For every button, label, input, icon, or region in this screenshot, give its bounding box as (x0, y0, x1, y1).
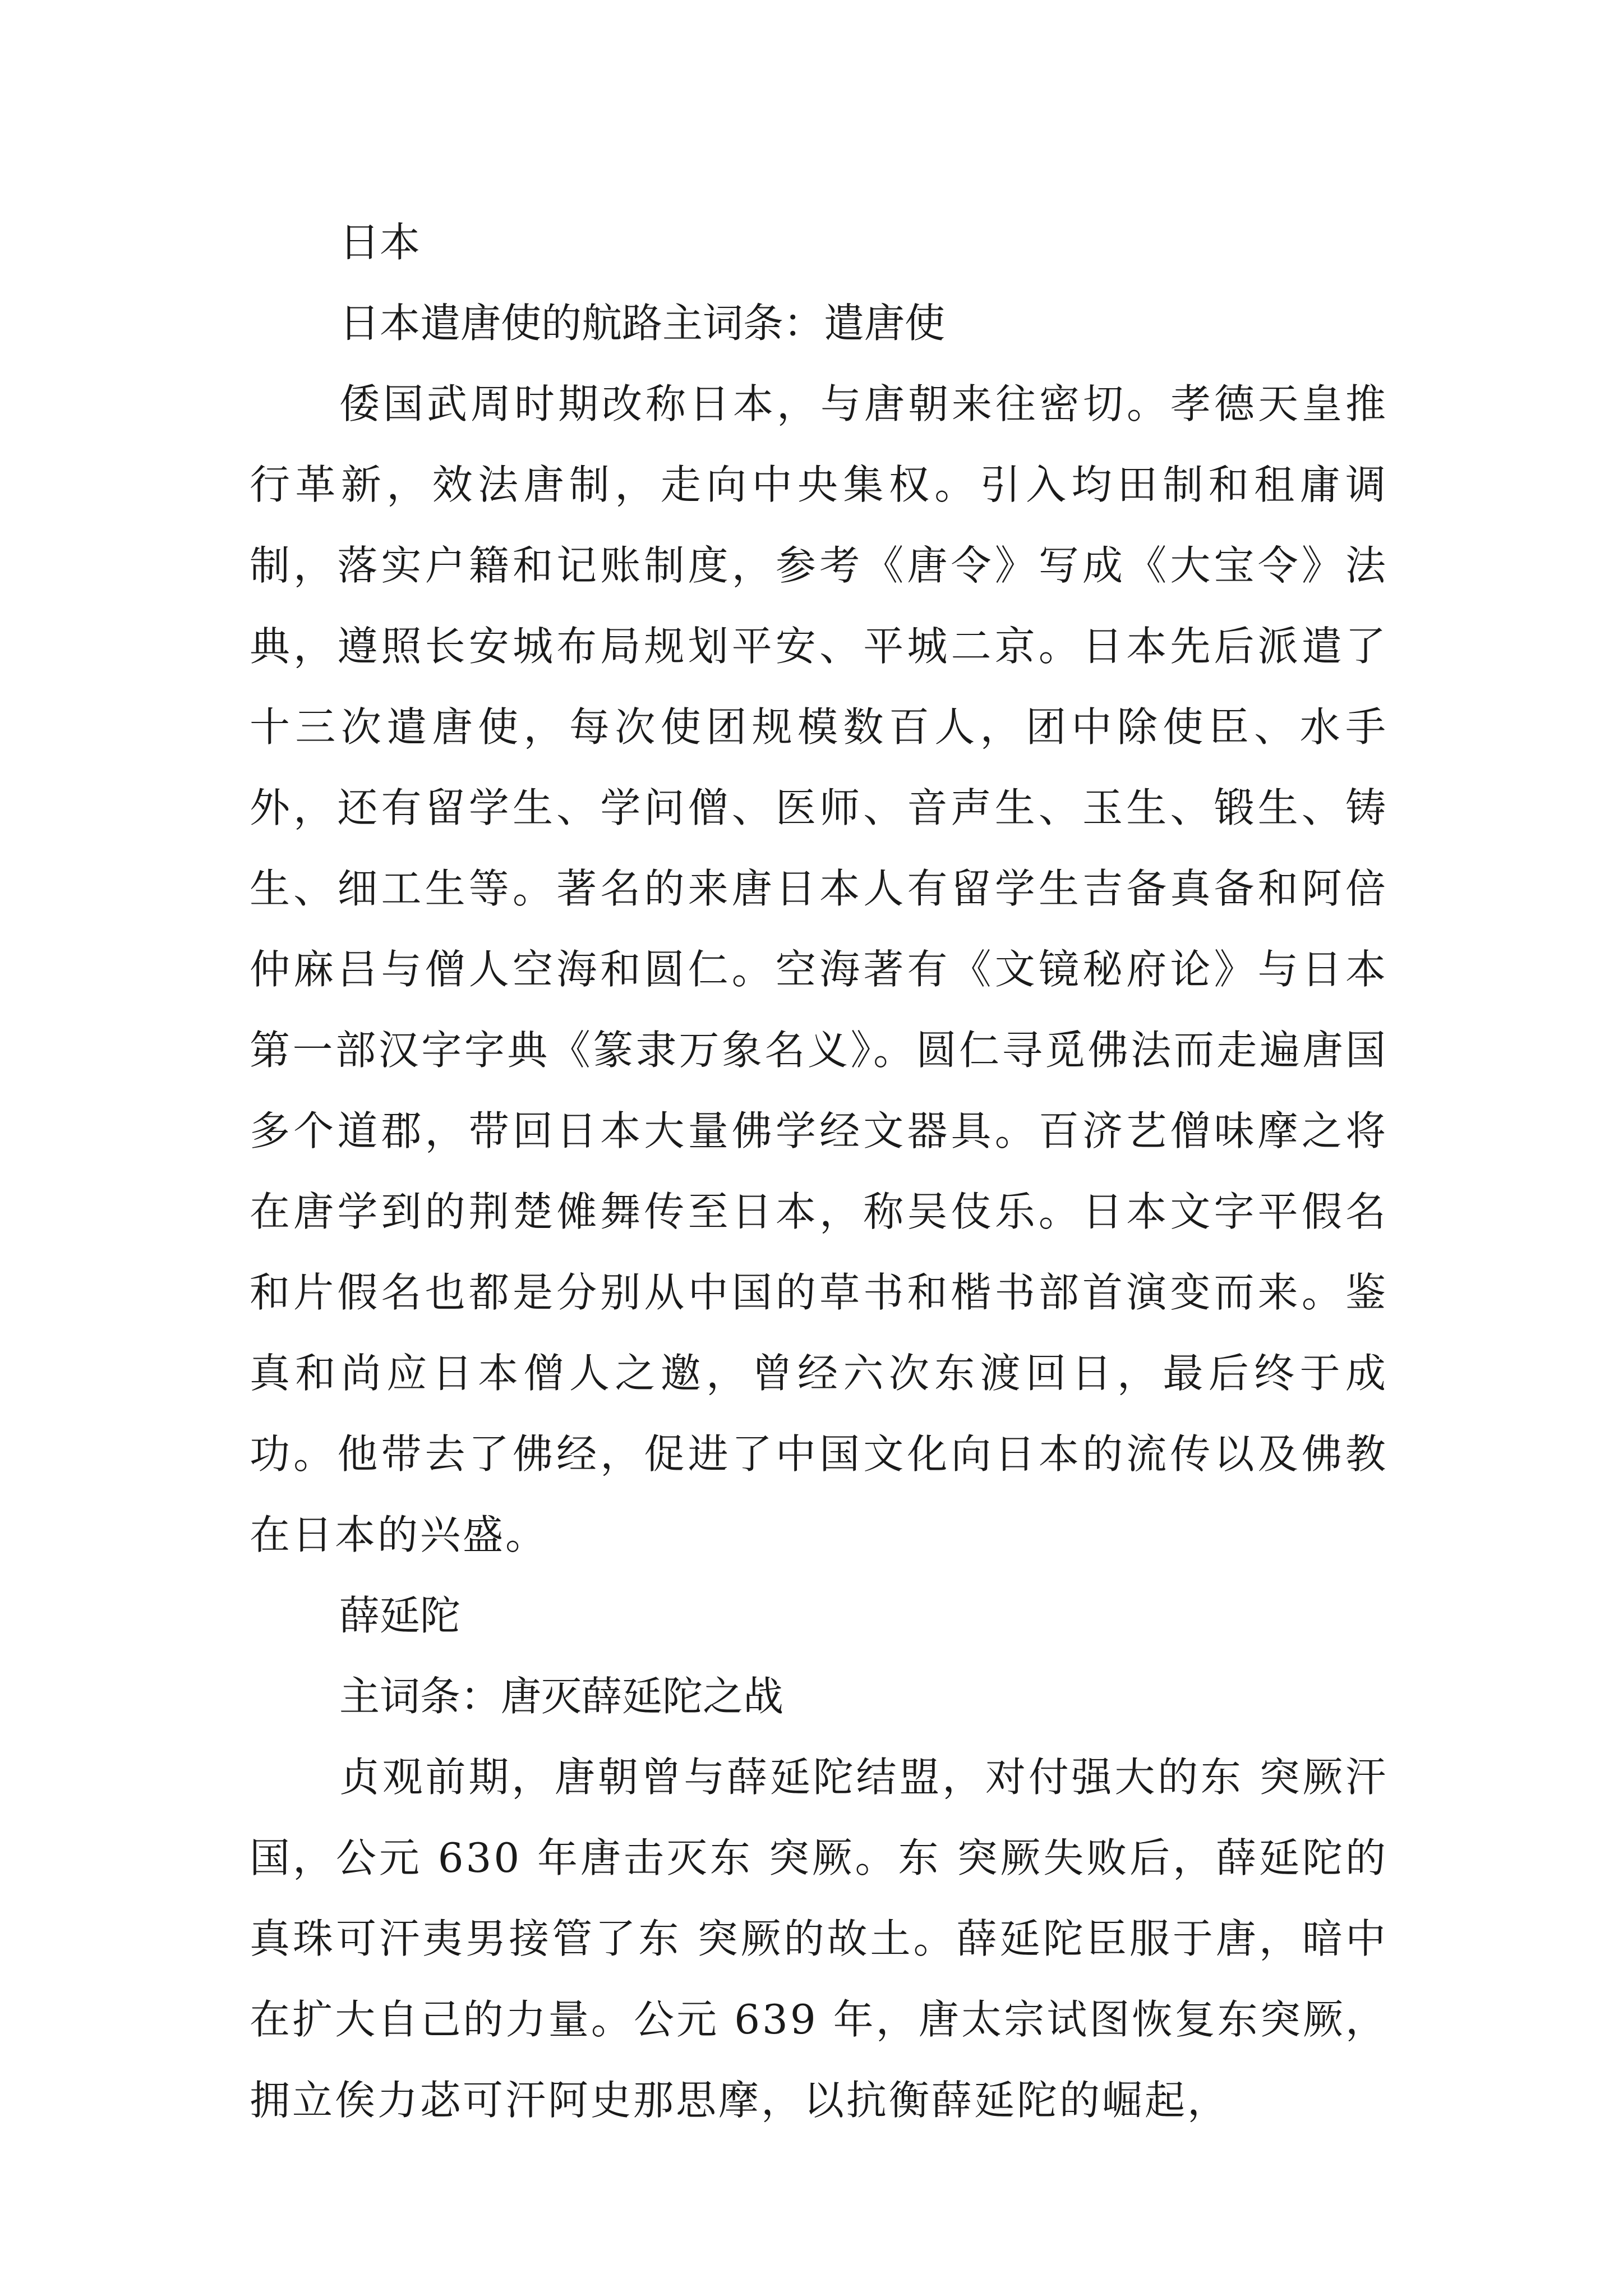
section-title-xueyantuo: 薛延陀 (339, 1592, 461, 1639)
section-subtitle-japan: 日本遣唐使的航路主词条：遣唐使 (339, 300, 946, 347)
section-subtitle-xueyantuo: 主词条：唐灭薛延陀之战 (339, 1673, 784, 1720)
section-body-xueyantuo: 贞观前期，唐朝曾与薛延陀结盟，对付强大的东 突厥汗国，公元 630 年唐击灭东 突厥。东 突厥失败后，薛延陀的真珠可汗夷男接管了东 突厥的故土。薛延陀臣服于唐，暗中在扩大自己的力量。公元 639 年，唐太宗试图恢复东突厥，拥立俟力苾可汗阿史那思摩，以抗衡薛延陀的崛起， (250, 1754, 1388, 2124)
document-page (250, 202, 1388, 2141)
section-body-japan: 倭国武周时期改称日本，与唐朝来往密切。孝德天皇推行革新，效法唐制，走向中央集权。引入均田制和租庸调制，落实户籍和记账制度，参考《唐令》写成《大宝令》法典，遵照长安城布局规划平安、平城二京。日本先后派遣了十三次遣唐使，每次使团规模数百人，团中除使臣、水手外，还有留学生、学问僧、医师、音声生、玉生、锻生、铸生、细工生等。著名的来唐日本人有留学生吉备真备和阿倍仲麻吕与僧人空海和圆仁。空海著有《文镜秘府论》与日本第一部汉字字典《篆隶万象名义》。圆仁寻觅佛法而走遍唐国多个道郡，带回日本大量佛学经文器具。百济艺僧味摩之将在唐学到的荆楚傩舞传至日本，称吴伎乐。日本文字平假名和片假名也都是分别从中国的草书和楷书部首演变而来。鉴真和尚应日本僧人之邀，曾经六次东渡回日，最后终于成功。他带去了佛经，促进了中国文化向日本的流传以及佛教在日本的兴盛。 (250, 380, 1388, 1558)
section-title-japan: 日本 (339, 219, 421, 266)
